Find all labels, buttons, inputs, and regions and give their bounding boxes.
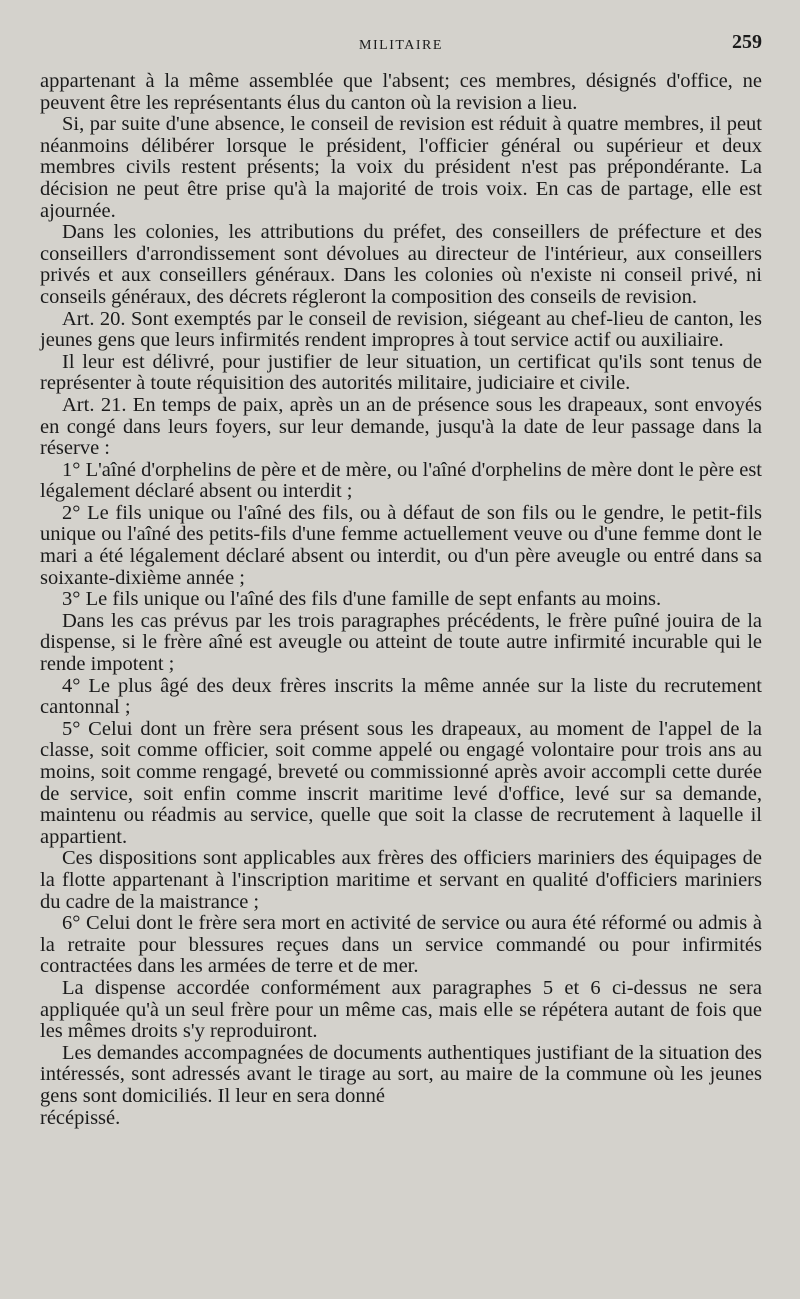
running-title: MILITAIRE: [359, 38, 443, 53]
page-header: [40, 0, 762, 62]
paragraph: Ces dispositions sont applicables aux frères des officiers mariniers des équipages de la flotte appartenant à l'inscription maritime et servant en qualité d'officiers mariniers du cadre de la maistrance ;: [40, 847, 762, 913]
body-text: [40, 71, 762, 1129]
page-number: 259: [732, 31, 762, 53]
list-item-4: 4° Le plus âgé des deux frères inscrits la même année sur la liste du recrutement cantonnal ;: [40, 674, 762, 719]
paragraph: Si, par suite d'une absence, le conseil de revision est réduit à quatre membres, il peut néanmoins délibérer lorsque le président, l'officier général ou supérieur et deux membres civils restent présents; la voix du président n'est pas prépondérante. La décision ne peut être prise qu'à la majorité de trois voix. En cas de partage, elle est ajournée.: [40, 113, 762, 222]
paragraph: Il leur est délivré, pour justifier de leur situation, un certificat qu'ils sont tenus de représenter à toute réquisition des autorités militaire, judiciaire et civile.: [40, 350, 762, 395]
list-item-3: 3° Le fils unique ou l'aîné des fils d'une famille de sept enfants au moins.: [62, 588, 662, 611]
list-item-2: 2° Le fils unique ou l'aîné des fils, ou à défaut de son fils ou le gendre, le petit-fils unique ou l'aîné des petits-fils d'une femme actuellement veuve ou d'une femme dont le mari a été légalement déclaré absent ou interdit, ou d'un père aveugle ou entré dans sa soixante-dixième année ;: [40, 501, 762, 589]
paragraph: Les demandes accompagnées de documents authentiques justifiant de la situation des intéressés, sont adressés avant le tirage au sort, au maire de la commune où les jeunes gens sont domiciliés. Il leur en sera donné: [40, 1041, 762, 1107]
article-20: Art. 20. Sont exemptés par le conseil de revision, siégeant au chef-lieu de canton, les jeunes gens que leurs infirmités rendent impropres à tout service actif ou auxiliaire.: [40, 307, 762, 352]
paragraph: La dispense accordée conformément aux paragraphes 5 et 6 ci-dessus ne sera appliquée qu'à un seul frère pour un même cas, mais elle se répétera autant de fois que les mêmes droits s'y reproduiront.: [40, 976, 762, 1043]
list-item-5: 5° Celui dont un frère sera présent sous les drapeaux, au moment de l'appel de la classe, soit comme officier, soit comme appelé ou engagé volontaire pour trois ans au moins, soit comme rengagé, breveté ou commissionné après avoir accompli cette durée de service, soit enfin comme inscrit maritime levé d'office, levé sur sa demande, maintenu ou réadmis au service, quelle que soit la classe de recrutement à laquelle il appartient.: [40, 717, 762, 848]
article-21: Art. 21. En temps de paix, après un an de présence sous les drapeaux, sont envoyés en congé dans leurs foyers, sur leur demande, jusqu'à la date de leur passage dans la réserve :: [40, 393, 762, 460]
paragraph: Dans les colonies, les attributions du préfet, des conseillers de préfecture et des conseillers d'arrondissement sont dévolues au directeur de l'intérieur, aux conseillers privés et aux conseillers généraux. Dans les colonies où n'existe ni conseil privé, ni conseils généraux, des décrets régleront la composition des conseils de revision.: [40, 221, 762, 308]
list-item-6: 6° Celui dont le frère sera mort en activité de service ou aura été réformé ou admis à la retraite pour blessures reçues dans un service commandé ou pour infirmités contractées dans les armées de terre et de mer.: [40, 912, 762, 978]
list-item-1: 1° L'aîné d'orphelins de père et de mère, ou l'aîné d'orphelins de mère dont le père est légalement déclaré absent ou interdit ;: [40, 458, 762, 503]
paragraph-tail: récépissé.: [40, 1106, 121, 1129]
paragraph-continued: appartenant à la même assemblée que l'absent; ces membres, désignés d'office, ne peuvent être les représentants élus du canton où la revision a lieu.: [40, 70, 762, 114]
paragraph: Dans les cas prévus par les trois paragraphes précédents, le frère puîné jouira de la dispense, si le frère aîné est aveugle ou atteint de toute autre infirmité incurable qui le rende impotent ;: [40, 609, 762, 676]
